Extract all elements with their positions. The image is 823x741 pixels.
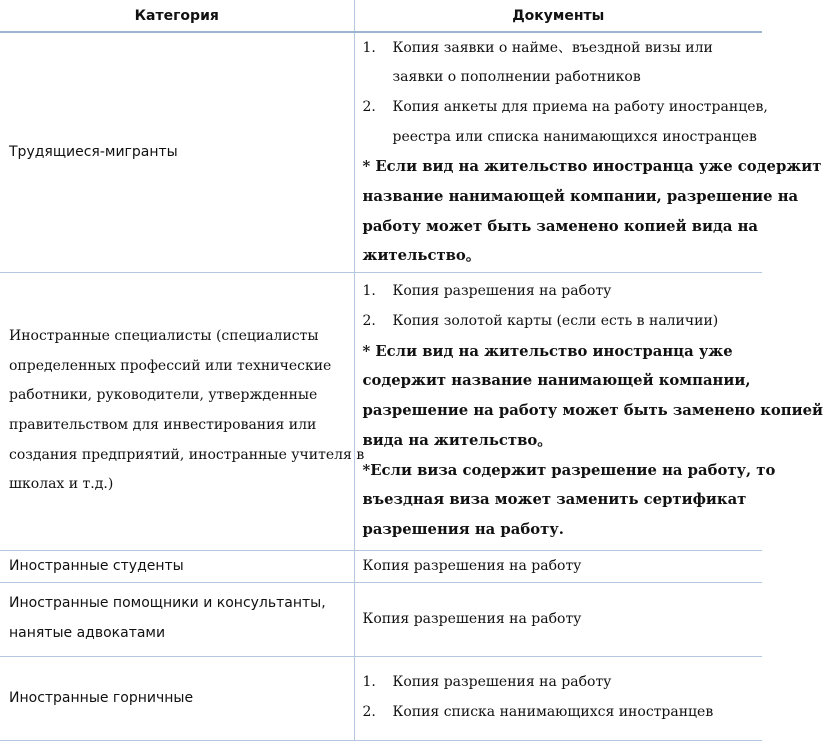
note [362,456,776,545]
note-line: название нанимающей компании, разрешение на [362,187,799,205]
item-number: 1. [362,39,376,56]
item-text-continued: реестра или списка нанимающихся иностранцев [392,128,757,145]
item-text: Копия анкеты для приема на работу иностранцев, [392,98,768,115]
document-text: Копия разрешения на работу [362,611,582,627]
list-item [363,307,763,337]
document-text: Копия разрешения на работу [362,558,582,574]
item-text: Копия заявки о найме、въездной визы или [392,39,713,56]
item-text: Копия разрешения на работу [392,674,612,691]
item-text-continued: заявки о пополнении работников [392,69,641,86]
table-row [0,582,762,656]
category-line: создания предприятий, иностранные учителя в [9,446,365,463]
item-text: Копия списка нанимающихся иностранцев [392,704,714,720]
note-line: вида на жительство。 [362,431,553,449]
list-item [363,698,763,728]
item-number: 2. [362,98,376,115]
category-cell [0,582,354,656]
header-documents: Документы [354,0,762,32]
documents-cell [354,32,822,272]
category-line: школах и т.д.) [9,476,114,493]
category-line: правительством для инвестирования или [9,417,317,433]
category-line: Иностранные специалисты (специалисты [9,327,319,344]
category-cell [0,272,365,550]
note-line: *Если виза содержит разрешение на работу, то [362,461,776,479]
header-category: Категория [0,0,354,32]
note-line: въездная виза может заменить сертификат [362,491,747,509]
item-number: 1. [362,674,376,691]
category-cell [0,32,354,272]
documents-cell [354,656,762,740]
documents-cell [354,550,762,582]
note-line: * Если вид на жительство иностранца уже [362,342,733,360]
item-number: 1. [362,283,376,300]
note [362,337,823,456]
list-item [362,93,768,123]
item-number: 2. [362,313,376,330]
header-row [0,0,762,32]
table-row [0,272,762,550]
item-text: Копия разрешения на работу [392,283,612,300]
item-number: 2. [362,704,376,720]
note-line: разрешение на работу может быть заменено копией [362,402,823,420]
note-line: * Если вид на жительство иностранца уже содержит [362,158,822,176]
category-cell [0,656,354,740]
note-line: жительство。 [362,247,481,265]
list-item [363,668,763,698]
documents-cell [354,272,823,550]
table-row [0,656,762,740]
category-cell [0,550,354,582]
note-line: разрешения на работу. [362,520,564,538]
note [362,152,822,271]
table-row [0,32,762,272]
category-line: определенных профессий или технические [9,357,332,374]
note-line: работу может быть заменено копией вида на [362,217,758,235]
category-label [9,322,365,500]
category-line: Иностранные помощники и консультанты, [9,595,326,612]
item-text: Копия золотой карты (если есть в наличии) [392,313,719,330]
category-line: работники, руководители, утвержденные [9,387,318,404]
table-row [0,550,762,582]
list-item [363,277,763,307]
documents-cell [354,582,762,656]
category-line: нанятые адвокатами [9,625,166,641]
list-item [363,34,763,64]
note-line: содержит название нанимающей компании, [362,372,751,390]
category-label: Трудящиеся-мигранты [9,144,178,161]
category-label: Иностранные студенты [9,558,184,574]
category-label: Иностранные горничные [9,690,194,706]
